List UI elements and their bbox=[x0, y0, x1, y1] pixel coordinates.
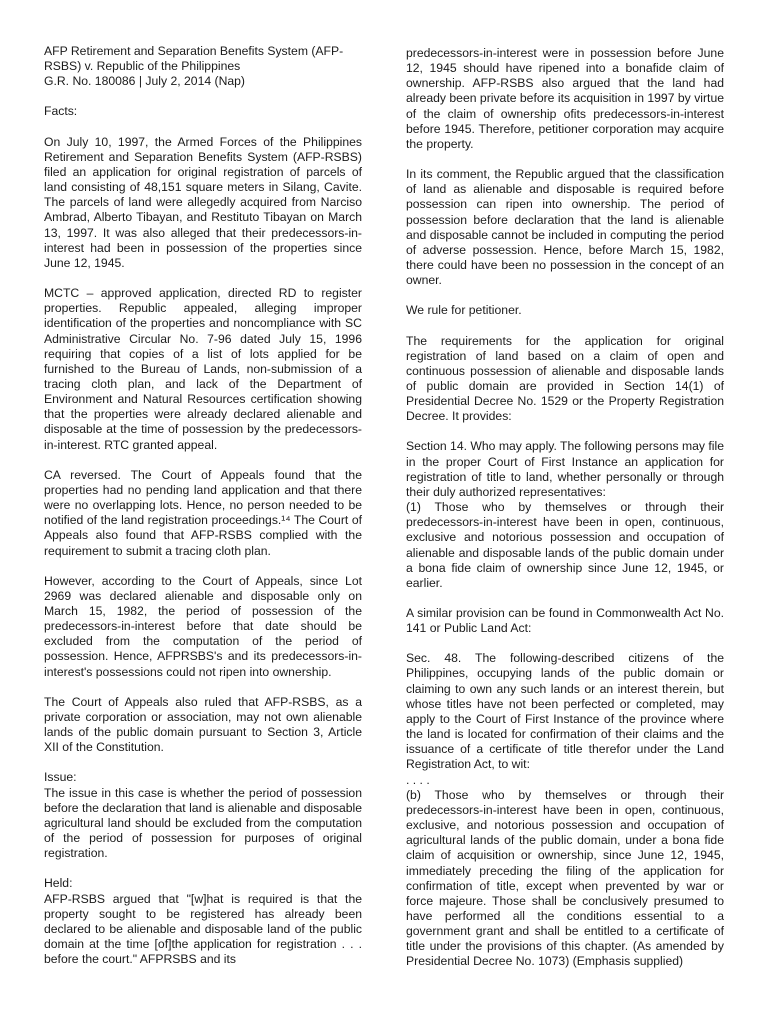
held-heading: Held: bbox=[44, 876, 73, 891]
body-paragraph: A similar provision can be found in Commonwealth Act No. 141 or Public Land Act: bbox=[406, 606, 724, 636]
quoted-provision: (b) Those who by themselves or through their predecessors-in-interest have been in open, continuous, exclusive, and notorious possession and occupation of agricultural lands of the public domain, under a bona fide claim of acquisition or ownership, since June 12, 1945, immediately preceding the filing of the application for confirmation of title, except when prevented by war or force majeure. Those shall be conclusively presumed to have performed all the conditions essential to a government grant and shall be entitled to a certificate of title under the provisions of this chapter. (As amended by Presidential Decree No. 1073) (Emphasis supplied) bbox=[406, 787, 724, 969]
quoted-provision: Section 14. Who may apply. The following persons may file in the proper Court of First Instance an application for registration of title to land, whether personally or through their duly authorized representatives: bbox=[406, 439, 724, 499]
body-paragraph: The requirements for the application for original registration of land based on a claim of open and continuous possession of alienable and disposable lands of public domain are provided in Section 14(1) of Presidential Decree No. 1529 or the Property Registration Decree. It provides: bbox=[406, 333, 724, 424]
facts-paragraph: On July 10, 1997, the Armed Forces of the Philippines Retirement and Separation Benefits System (AFP-RSBS) filed an application for original registration of parcels of land consisting of 48,151 square meters in Silang, Cavite. The parcels of land were allegedly acquired from Narciso Ambrad, Alberto Tibayan, and Restituto Tibayan on March 13, 1997. It was also alleged that their predecessors-in-interest had been in possession of the properties since June 12, 1945. bbox=[44, 134, 362, 270]
quoted-provision: Sec. 48. The following-described citizens of the Philippines, occupying lands of the public domain or claiming to own any such lands or an interest therein, but whose titles have not been perfected or completed, may apply to the Court of First Instance of the province where the land is located for confirmation of their claims and the issuance of a certificate of title therefor under the Land Registration Act, to wit: bbox=[406, 651, 724, 772]
facts-paragraph: CA reversed. The Court of Appeals found that the properties had no pending land application and that there were no overlapping lots. Hence, no person needed to be notified of the land registration proceedings.¹⁴ The Court of Appeals also found that AFP-RSBS complied with the requirement to submit a tracing cloth plan. bbox=[44, 467, 362, 558]
facts-paragraph: The Court of Appeals also ruled that AFP-RSBS, as a private corporation or association, may not own alienable lands of the public domain pursuant to Section 3, Article XII of the Constitution. bbox=[44, 694, 362, 755]
issue-paragraph: The issue in this case is whether the period of possession before the declaration that land is alienable and disposable agricultural land should be excluded from the computation of the period of possession for purposes of original registration. bbox=[44, 785, 362, 861]
right-column bbox=[406, 46, 724, 985]
quoted-provision: (1) Those who by themselves or through their predecessors-in-interest have been in open, continuous, exclusive and notorious possession and occupation of alienable and disposable lands of the public domain under a bona fide claim of ownership since June 12, 1945, or earlier. bbox=[406, 500, 724, 590]
ruling-line: We rule for petitioner. bbox=[406, 303, 522, 318]
case-title: AFP Retirement and Separation Benefits System (AFP-RSBS) v. Republic of the Philippines bbox=[44, 44, 344, 74]
issue-heading: Issue: bbox=[44, 770, 77, 785]
held-paragraph: AFP-RSBS argued that "[w]hat is required is that the property sought to be registered has already been declared to be alienable and disposable land of the public domain at the time [of]the application for registration . . . before the court." AFPRSBS and its bbox=[44, 891, 362, 967]
case-citation: G.R. No. 180086 | July 2, 2014 (Nap) bbox=[44, 74, 245, 89]
body-paragraph: In its comment, the Republic argued that the classification of land as alienable and disposable is required before possession can ripen into ownership. The period of possession before declaration that the land is alienable and disposable cannot be included in computing the period of adverse possession. Hence, before March 15, 1982, there could have been no possession in the concept of an owner. bbox=[406, 167, 724, 288]
facts-paragraph: However, according to the Court of Appeals, since Lot 2969 was declared alienable and disposable only on March 15, 1982, the period of possession of the predecessors-in-interest before that date should be excluded from the computation of the period of possession. Hence, AFPRSBS's and its predecessors-in-interest's possessions could not ripen into ownership. bbox=[44, 573, 362, 679]
facts-paragraph: MCTC – approved application, directed RD to register properties. Republic appealed, alleging improper identification of the properties and noncompliance with SC Administrative Circular No. 7-96 dated July 15, 1996 requiring that copies of a list of lots applied for be furnished to the Bureau of Lands, non-submission of a tracing cloth plan, and lack of the Department of Environment and Natural Resources certification showing that the properties were already declared alienable and disposable at the time of possession by the predecessors-in-interest. RTC granted appeal. bbox=[44, 286, 362, 452]
left-column bbox=[44, 44, 362, 982]
ellipsis: . . . . bbox=[406, 772, 430, 787]
facts-heading: Facts: bbox=[44, 104, 78, 119]
body-paragraph: predecessors-in-interest were in possession before June 12, 1945 should have ripened into a bonafide claim of ownership. AFP-RSBS also argued that the land had already been private before its acquisition in 1997 by virtue of the claim of ownership ofits predecessors-in-interest before 1945. Therefore, petitioner corporation may acquire the property. bbox=[406, 46, 724, 151]
